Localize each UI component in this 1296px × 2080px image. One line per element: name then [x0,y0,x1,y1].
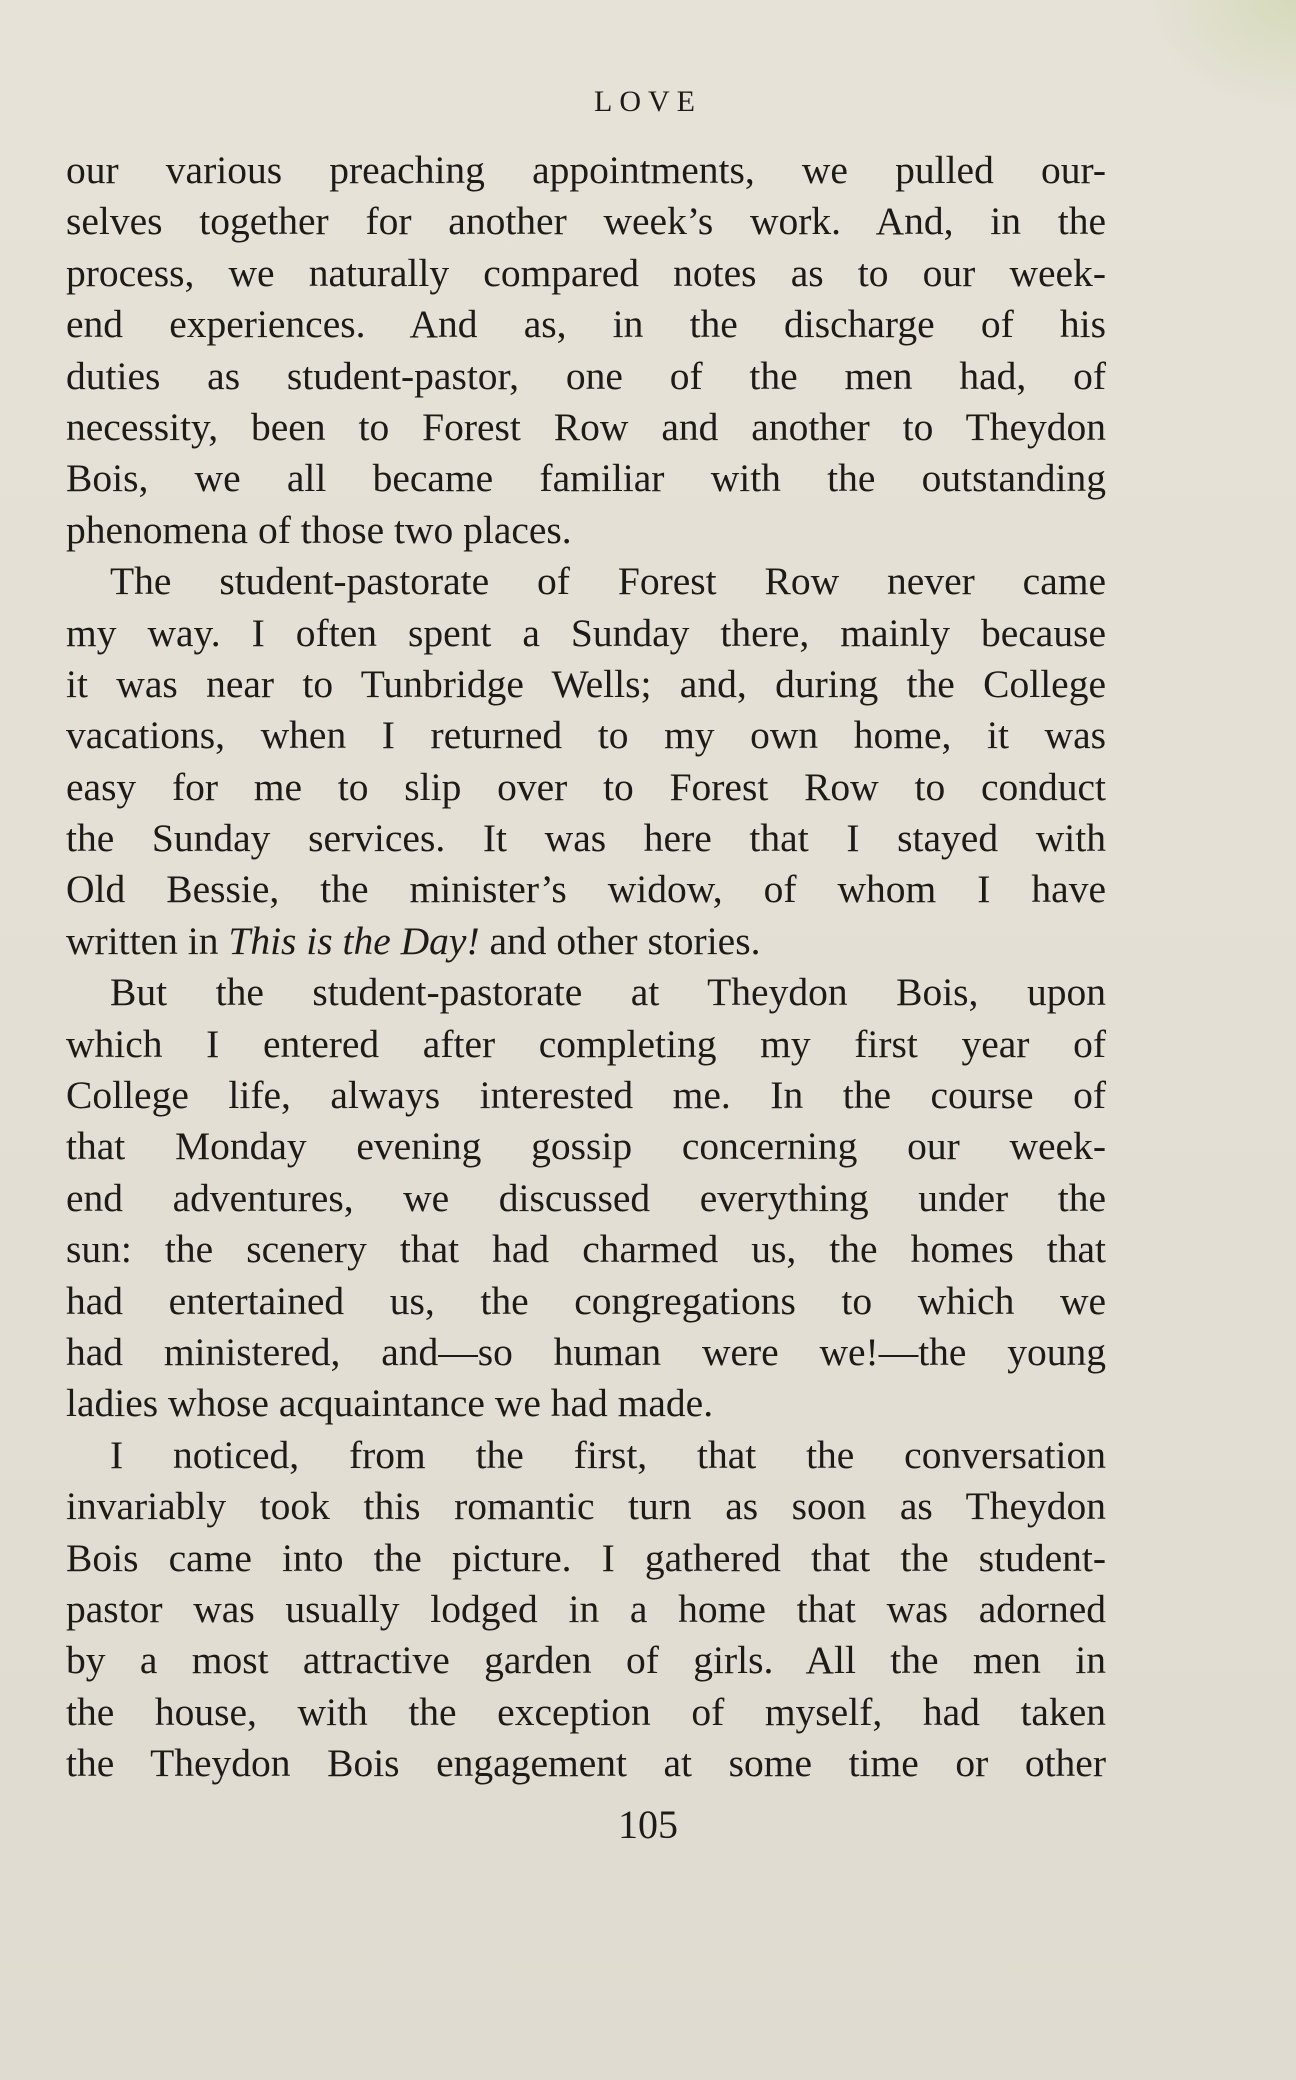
text-line: But the student-pastorate at Theydon Bois, upon [110,970,1106,1015]
text-line: my way. I often spent a Sunday there, mainly because [66,610,1106,655]
text-line: the Sunday services. It was here that I stayed with [66,816,1106,861]
text-line: Old Bessie, the minister’s widow, of whom I have [66,867,1106,912]
text-line [66,916,1106,967]
text-line: the house, with the exception of myself, had taken [66,1689,1106,1734]
text-line: it was near to Tunbridge Wells; and, during the College [66,661,1106,706]
text-line: phenomena of those two places. [66,507,572,552]
book-title-italic: This is the Day! [228,918,480,963]
text-line: by a most attractive garden of girls. All the men in [66,1638,1106,1683]
text-line: The student-pastorate of Forest Row never came [110,559,1106,604]
text-line: sun: the scenery that had charmed us, the homes that [66,1227,1106,1272]
text-line: College life, always interested me. In the course of [66,1073,1106,1118]
text-line: end adventures, we discussed everything under the [66,1175,1106,1220]
body-text [66,145,1106,1790]
text-segment: written in [66,918,229,963]
text-line: had ministered, and—so human were we!—the young [66,1329,1106,1374]
text-line: which I entered after completing my first year of [66,1021,1106,1066]
text-line: our various preaching appointments, we pulled our- [66,148,1106,192]
text-line: easy for me to slip over to Forest Row to conduct [66,764,1106,809]
text-line: ladies whose acquaintance we had made. [66,1381,714,1426]
text-line: end experiences. And as, in the discharge of his [66,302,1106,347]
text-line: I noticed, from the first, that the conversation [110,1432,1106,1477]
running-head: LOVE [594,85,702,118]
page-number: 105 [618,1802,678,1847]
text-line: pastor was usually lodged in a home that was adorned [66,1586,1106,1631]
text-line: selves together for another week’s work. And, in the [66,199,1106,244]
text-line: vacations, when I returned to my own home, it was [66,713,1106,758]
text-line: duties as student-pastor, one of the men had, of [66,353,1106,398]
text-line: the Theydon Bois engagement at some time or other [66,1741,1106,1786]
text-line: process, we naturally compared notes as to our week- [66,250,1106,295]
text-line: Bois came into the picture. I gathered that the student- [66,1535,1106,1580]
text-line: that Monday evening gossip concerning our week- [66,1124,1106,1169]
text-segment: and other stories. [479,918,761,963]
text-line: Bois, we all became familiar with the outstanding [66,456,1106,501]
text-line: invariably took this romantic turn as soon as Theydon [66,1484,1106,1529]
text-line: necessity, been to Forest Row and another to Theydon [66,404,1106,449]
text-line: had entertained us, the congregations to which we [66,1278,1106,1323]
